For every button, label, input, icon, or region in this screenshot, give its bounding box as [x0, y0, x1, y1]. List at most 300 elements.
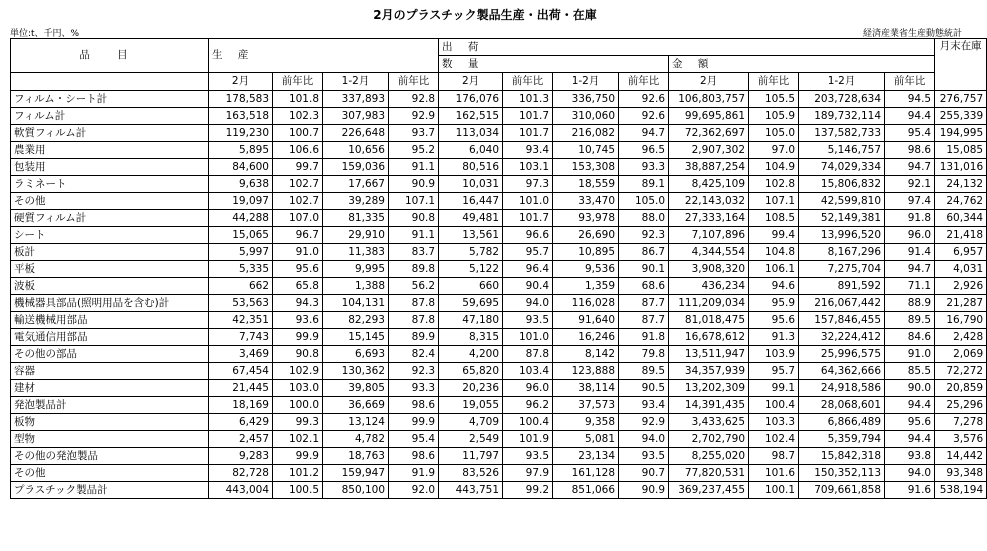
cell-sa-ytd: 15,842,318: [799, 448, 885, 465]
cell-sa-ytd-yoy: 85.5: [885, 363, 935, 380]
cell-sq-feb: 49,481: [439, 210, 503, 227]
cell-p-ytd-yoy: 89.8: [389, 261, 439, 278]
cell-sq-feb-yoy: 95.7: [503, 244, 553, 261]
cell-p-ytd: 39,805: [323, 380, 389, 397]
cell-inv: 255,339: [935, 108, 987, 125]
cell-sq-feb: 11,797: [439, 448, 503, 465]
cell-sa-feb: 81,018,475: [669, 312, 749, 329]
cell-name: ラミネート: [11, 176, 209, 193]
cell-sq-ytd-yoy: 89.1: [619, 176, 669, 193]
table-body: [11, 91, 987, 499]
cell-name: 軟質フィルム計: [11, 125, 209, 142]
cell-sa-ytd-yoy: 71.1: [885, 278, 935, 295]
table-row: [11, 465, 987, 482]
table-row: [11, 142, 987, 159]
cell-sa-ytd-yoy: 84.6: [885, 329, 935, 346]
cell-sa-ytd: 5,359,794: [799, 431, 885, 448]
header-p-feb-yoy: 前年比: [273, 73, 323, 91]
cell-sq-feb: 80,516: [439, 159, 503, 176]
cell-sa-feb-yoy: 103.3: [749, 414, 799, 431]
cell-sq-feb-yoy: 101.7: [503, 210, 553, 227]
cell-inv: 7,278: [935, 414, 987, 431]
cell-p-ytd-yoy: 98.6: [389, 448, 439, 465]
cell-sq-feb-yoy: 97.3: [503, 176, 553, 193]
table-row: [11, 244, 987, 261]
cell-p-ytd: 159,036: [323, 159, 389, 176]
cell-sa-ytd: 24,918,586: [799, 380, 885, 397]
cell-sq-ytd: 116,028: [553, 295, 619, 312]
cell-sq-feb: 4,200: [439, 346, 503, 363]
header-sq-ytd-yoy: 前年比: [619, 73, 669, 91]
cell-sq-feb: 113,034: [439, 125, 503, 142]
cell-name: 農業用: [11, 142, 209, 159]
cell-sq-feb: 5,782: [439, 244, 503, 261]
table-row: [11, 380, 987, 397]
cell-p-feb: 443,004: [209, 482, 273, 499]
cell-name: 型物: [11, 431, 209, 448]
cell-p-ytd-yoy: 87.8: [389, 295, 439, 312]
cell-sa-feb-yoy: 100.4: [749, 397, 799, 414]
cell-p-ytd-yoy: 95.2: [389, 142, 439, 159]
table-row: [11, 431, 987, 448]
cell-inv: 24,132: [935, 176, 987, 193]
table-row: [11, 448, 987, 465]
cell-sq-ytd-yoy: 94.7: [619, 125, 669, 142]
cell-sq-feb-yoy: 101.7: [503, 108, 553, 125]
cell-p-feb: 15,065: [209, 227, 273, 244]
cell-p-feb-yoy: 94.3: [273, 295, 323, 312]
cell-p-feb: 44,288: [209, 210, 273, 227]
cell-sq-feb: 660: [439, 278, 503, 295]
cell-inv: 6,957: [935, 244, 987, 261]
cell-sq-ytd: 26,690: [553, 227, 619, 244]
header-item: 品 目: [11, 39, 209, 73]
cell-p-ytd-yoy: 89.9: [389, 329, 439, 346]
header-sa-feb-yoy: 前年比: [749, 73, 799, 91]
cell-p-ytd: 104,131: [323, 295, 389, 312]
document-title: 2月のプラスチック製品生産・出荷・在庫: [373, 8, 597, 22]
cell-sa-ytd-yoy: 97.4: [885, 193, 935, 210]
cell-inv: 3,576: [935, 431, 987, 448]
cell-p-feb-yoy: 106.6: [273, 142, 323, 159]
cell-p-ytd: 15,145: [323, 329, 389, 346]
cell-sq-feb: 59,695: [439, 295, 503, 312]
cell-inv: 538,194: [935, 482, 987, 499]
cell-p-ytd: 226,648: [323, 125, 389, 142]
cell-name: 板計: [11, 244, 209, 261]
cell-sa-ytd-yoy: 90.0: [885, 380, 935, 397]
cell-sq-ytd: 123,888: [553, 363, 619, 380]
cell-inv: 2,428: [935, 329, 987, 346]
header-sa-ytd-yoy: 前年比: [885, 73, 935, 91]
cell-sa-feb: 72,362,697: [669, 125, 749, 142]
cell-inv: 21,287: [935, 295, 987, 312]
cell-sa-feb-yoy: 106.1: [749, 261, 799, 278]
cell-sa-ytd-yoy: 95.6: [885, 414, 935, 431]
cell-sq-ytd: 93,978: [553, 210, 619, 227]
cell-p-feb: 9,283: [209, 448, 273, 465]
cell-sa-feb: 34,357,939: [669, 363, 749, 380]
cell-sq-ytd-yoy: 92.6: [619, 91, 669, 108]
cell-p-ytd-yoy: 92.0: [389, 482, 439, 499]
cell-name: 包装用: [11, 159, 209, 176]
cell-sq-ytd-yoy: 86.7: [619, 244, 669, 261]
cell-sq-feb: 176,076: [439, 91, 503, 108]
cell-sa-feb: 99,695,861: [669, 108, 749, 125]
cell-p-feb: 67,454: [209, 363, 273, 380]
cell-p-ytd: 850,100: [323, 482, 389, 499]
cell-sa-feb: 38,887,254: [669, 159, 749, 176]
table-row: [11, 193, 987, 210]
header-sq-ytd: 1-2月: [553, 73, 619, 91]
cell-p-ytd-yoy: 56.2: [389, 278, 439, 295]
cell-sa-ytd: 216,067,442: [799, 295, 885, 312]
cell-sq-ytd: 10,895: [553, 244, 619, 261]
cell-sq-ytd: 5,081: [553, 431, 619, 448]
cell-sa-feb: 3,908,320: [669, 261, 749, 278]
header-amount: 金 額: [669, 56, 935, 73]
cell-sa-feb-yoy: 91.3: [749, 329, 799, 346]
cell-sa-ytd-yoy: 94.4: [885, 431, 935, 448]
cell-p-ytd: 13,124: [323, 414, 389, 431]
cell-p-feb: 82,728: [209, 465, 273, 482]
cell-sa-ytd: 25,996,575: [799, 346, 885, 363]
cell-p-feb-yoy: 102.3: [273, 108, 323, 125]
cell-sa-ytd-yoy: 94.4: [885, 108, 935, 125]
cell-sa-feb-yoy: 95.6: [749, 312, 799, 329]
cell-p-ytd-yoy: 91.1: [389, 159, 439, 176]
header-sa-ytd: 1-2月: [799, 73, 885, 91]
cell-p-ytd: 39,289: [323, 193, 389, 210]
cell-sa-ytd: 8,167,296: [799, 244, 885, 261]
cell-sq-ytd-yoy: 68.6: [619, 278, 669, 295]
cell-p-ytd-yoy: 99.9: [389, 414, 439, 431]
cell-p-feb: 21,445: [209, 380, 273, 397]
cell-p-ytd-yoy: 90.9: [389, 176, 439, 193]
cell-sa-feb-yoy: 94.6: [749, 278, 799, 295]
table-row: [11, 108, 987, 125]
cell-sq-ytd-yoy: 88.0: [619, 210, 669, 227]
cell-sq-feb: 20,236: [439, 380, 503, 397]
cell-sa-feb: 106,803,757: [669, 91, 749, 108]
cell-sa-ytd-yoy: 91.6: [885, 482, 935, 499]
cell-p-feb: 84,600: [209, 159, 273, 176]
cell-sq-feb: 65,820: [439, 363, 503, 380]
cell-p-ytd-yoy: 90.8: [389, 210, 439, 227]
cell-p-ytd-yoy: 91.9: [389, 465, 439, 482]
table-row: [11, 159, 987, 176]
header-shipment: 出 荷: [439, 39, 935, 56]
cell-inv: 21,418: [935, 227, 987, 244]
cell-p-ytd-yoy: 98.6: [389, 397, 439, 414]
cell-p-ytd: 4,782: [323, 431, 389, 448]
cell-sa-ytd-yoy: 92.1: [885, 176, 935, 193]
cell-sa-feb: 13,202,309: [669, 380, 749, 397]
cell-sa-feb-yoy: 103.9: [749, 346, 799, 363]
cell-sa-ytd: 32,224,412: [799, 329, 885, 346]
cell-p-ytd: 337,893: [323, 91, 389, 108]
table-row: [11, 312, 987, 329]
cell-sq-feb-yoy: 99.2: [503, 482, 553, 499]
table-row: [11, 227, 987, 244]
cell-sa-feb-yoy: 98.7: [749, 448, 799, 465]
cell-sq-feb-yoy: 87.8: [503, 346, 553, 363]
cell-sa-feb: 22,143,032: [669, 193, 749, 210]
cell-sa-ytd-yoy: 96.0: [885, 227, 935, 244]
cell-sq-ytd: 1,359: [553, 278, 619, 295]
table-row: [11, 125, 987, 142]
cell-sq-feb: 162,515: [439, 108, 503, 125]
cell-sa-feb: 16,678,612: [669, 329, 749, 346]
cell-inv: 194,995: [935, 125, 987, 142]
cell-sq-feb-yoy: 93.5: [503, 448, 553, 465]
cell-sq-ytd-yoy: 79.8: [619, 346, 669, 363]
cell-sq-ytd: 310,060: [553, 108, 619, 125]
cell-p-feb: 53,563: [209, 295, 273, 312]
cell-sq-feb: 2,549: [439, 431, 503, 448]
cell-inv: 24,762: [935, 193, 987, 210]
cell-sq-ytd: 9,358: [553, 414, 619, 431]
cell-name: 硬質フィルム計: [11, 210, 209, 227]
cell-p-ytd-yoy: 87.8: [389, 312, 439, 329]
cell-sq-feb: 5,122: [439, 261, 503, 278]
cell-sq-feb: 19,055: [439, 397, 503, 414]
cell-sq-ytd: 9,536: [553, 261, 619, 278]
cell-sq-ytd-yoy: 93.4: [619, 397, 669, 414]
cell-sq-feb-yoy: 101.7: [503, 125, 553, 142]
cell-inv: 2,926: [935, 278, 987, 295]
cell-sq-ytd-yoy: 87.7: [619, 295, 669, 312]
cell-sq-feb-yoy: 96.6: [503, 227, 553, 244]
cell-sa-ytd-yoy: 89.5: [885, 312, 935, 329]
cell-p-feb-yoy: 90.8: [273, 346, 323, 363]
cell-name: 発泡製品計: [11, 397, 209, 414]
cell-p-feb-yoy: 100.7: [273, 125, 323, 142]
cell-sq-ytd-yoy: 93.5: [619, 448, 669, 465]
cell-sq-ytd: 18,559: [553, 176, 619, 193]
cell-p-feb-yoy: 99.9: [273, 329, 323, 346]
table-row: [11, 414, 987, 431]
cell-sa-feb-yoy: 95.9: [749, 295, 799, 312]
cell-sa-feb-yoy: 105.5: [749, 91, 799, 108]
cell-sq-ytd: 91,640: [553, 312, 619, 329]
cell-sq-feb-yoy: 103.1: [503, 159, 553, 176]
cell-sq-ytd: 216,082: [553, 125, 619, 142]
cell-sa-ytd: 42,599,810: [799, 193, 885, 210]
cell-sa-feb: 436,234: [669, 278, 749, 295]
cell-p-feb: 6,429: [209, 414, 273, 431]
cell-sq-feb: 10,031: [439, 176, 503, 193]
cell-sq-ytd: 8,142: [553, 346, 619, 363]
cell-p-feb: 18,169: [209, 397, 273, 414]
cell-sa-feb-yoy: 104.9: [749, 159, 799, 176]
cell-sa-feb-yoy: 101.6: [749, 465, 799, 482]
cell-name: 建材: [11, 380, 209, 397]
cell-name: その他の部品: [11, 346, 209, 363]
cell-name: フィルム計: [11, 108, 209, 125]
cell-p-feb-yoy: 107.0: [273, 210, 323, 227]
cell-p-feb-yoy: 102.1: [273, 431, 323, 448]
cell-sa-feb-yoy: 108.5: [749, 210, 799, 227]
cell-sq-ytd-yoy: 92.3: [619, 227, 669, 244]
cell-p-ytd-yoy: 92.3: [389, 363, 439, 380]
cell-p-feb: 5,895: [209, 142, 273, 159]
cell-sq-ytd: 161,128: [553, 465, 619, 482]
cell-sq-ytd-yoy: 96.5: [619, 142, 669, 159]
cell-sq-feb: 16,447: [439, 193, 503, 210]
table-row: [11, 329, 987, 346]
cell-inv: 15,085: [935, 142, 987, 159]
cell-p-ytd: 307,983: [323, 108, 389, 125]
cell-sq-ytd-yoy: 87.7: [619, 312, 669, 329]
cell-sa-feb-yoy: 102.8: [749, 176, 799, 193]
cell-sq-feb: 6,040: [439, 142, 503, 159]
table-row: [11, 261, 987, 278]
cell-sa-ytd: 150,352,113: [799, 465, 885, 482]
cell-sq-ytd-yoy: 90.5: [619, 380, 669, 397]
cell-inv: 4,031: [935, 261, 987, 278]
cell-p-feb-yoy: 102.9: [273, 363, 323, 380]
header-item-blank: [11, 73, 209, 91]
cell-inv: 14,442: [935, 448, 987, 465]
cell-sa-ytd: 13,996,520: [799, 227, 885, 244]
header-p-feb: 2月: [209, 73, 273, 91]
cell-name: 機械器具部品(照明用品を含む)計: [11, 295, 209, 312]
header-production: 生 産: [209, 39, 439, 73]
cell-sa-feb: 3,433,625: [669, 414, 749, 431]
cell-sa-feb-yoy: 102.4: [749, 431, 799, 448]
cell-sa-ytd-yoy: 91.0: [885, 346, 935, 363]
header-inventory: 月末在庫: [935, 39, 987, 91]
cell-sa-ytd: 189,732,114: [799, 108, 885, 125]
cell-sa-feb: 27,333,164: [669, 210, 749, 227]
cell-p-feb-yoy: 95.6: [273, 261, 323, 278]
cell-sq-ytd-yoy: 91.8: [619, 329, 669, 346]
cell-p-feb-yoy: 101.2: [273, 465, 323, 482]
cell-sq-feb: 443,751: [439, 482, 503, 499]
cell-p-ytd: 11,383: [323, 244, 389, 261]
cell-p-ytd-yoy: 83.7: [389, 244, 439, 261]
cell-p-ytd: 9,995: [323, 261, 389, 278]
cell-name: 容器: [11, 363, 209, 380]
cell-sq-ytd-yoy: 93.3: [619, 159, 669, 176]
cell-sa-feb: 14,391,435: [669, 397, 749, 414]
cell-sq-ytd: 37,573: [553, 397, 619, 414]
header-row-3: [11, 73, 987, 91]
table-row: [11, 278, 987, 295]
cell-p-feb: 163,518: [209, 108, 273, 125]
table-row: [11, 91, 987, 108]
cell-sa-ytd-yoy: 94.7: [885, 159, 935, 176]
cell-p-ytd: 81,335: [323, 210, 389, 227]
cell-p-feb-yoy: 100.0: [273, 397, 323, 414]
cell-sa-ytd: 891,592: [799, 278, 885, 295]
cell-sa-feb-yoy: 105.0: [749, 125, 799, 142]
cell-sa-feb-yoy: 99.1: [749, 380, 799, 397]
cell-p-feb-yoy: 96.7: [273, 227, 323, 244]
cell-sa-feb-yoy: 100.1: [749, 482, 799, 499]
table-row: [11, 397, 987, 414]
cell-sq-ytd: 16,246: [553, 329, 619, 346]
cell-sa-ytd: 6,866,489: [799, 414, 885, 431]
cell-name: シート: [11, 227, 209, 244]
cell-p-feb-yoy: 102.7: [273, 193, 323, 210]
cell-p-ytd: 6,693: [323, 346, 389, 363]
cell-sq-ytd-yoy: 89.5: [619, 363, 669, 380]
cell-name: その他: [11, 193, 209, 210]
cell-sq-ytd-yoy: 90.7: [619, 465, 669, 482]
cell-p-feb: 5,997: [209, 244, 273, 261]
cell-sa-feb: 2,702,790: [669, 431, 749, 448]
cell-sa-ytd-yoy: 94.5: [885, 91, 935, 108]
cell-sa-feb-yoy: 95.7: [749, 363, 799, 380]
cell-p-feb-yoy: 91.0: [273, 244, 323, 261]
cell-p-feb: 42,351: [209, 312, 273, 329]
cell-p-feb-yoy: 99.7: [273, 159, 323, 176]
cell-sq-feb-yoy: 94.0: [503, 295, 553, 312]
cell-sq-feb-yoy: 101.0: [503, 193, 553, 210]
cell-sa-ytd: 52,149,381: [799, 210, 885, 227]
cell-p-feb: 662: [209, 278, 273, 295]
cell-p-ytd-yoy: 107.1: [389, 193, 439, 210]
cell-name: 輸送機械用部品: [11, 312, 209, 329]
header-p-ytd: 1-2月: [323, 73, 389, 91]
cell-p-ytd: 17,667: [323, 176, 389, 193]
cell-sq-feb-yoy: 96.4: [503, 261, 553, 278]
cell-p-ytd: 36,669: [323, 397, 389, 414]
table-row: [11, 210, 987, 227]
cell-sa-feb: 369,237,455: [669, 482, 749, 499]
cell-name: フィルム・シート計: [11, 91, 209, 108]
unit-note: 単位:t、千円、%: [10, 29, 80, 39]
cell-name: 電気通信用部品: [11, 329, 209, 346]
cell-sq-feb-yoy: 93.5: [503, 312, 553, 329]
cell-sa-feb-yoy: 97.0: [749, 142, 799, 159]
table-row: [11, 482, 987, 499]
cell-p-ytd-yoy: 92.8: [389, 91, 439, 108]
cell-sa-ytd: 15,806,832: [799, 176, 885, 193]
cell-sa-ytd-yoy: 94.0: [885, 465, 935, 482]
cell-sa-ytd: 64,362,666: [799, 363, 885, 380]
cell-inv: 93,348: [935, 465, 987, 482]
header-quantity: 数 量: [439, 56, 669, 73]
cell-sq-ytd: 851,066: [553, 482, 619, 499]
cell-sq-ytd: 23,134: [553, 448, 619, 465]
table-row: [11, 295, 987, 312]
header-sa-feb: 2月: [669, 73, 749, 91]
cell-sa-feb: 8,425,109: [669, 176, 749, 193]
cell-name: 波板: [11, 278, 209, 295]
cell-sa-ytd-yoy: 98.6: [885, 142, 935, 159]
cell-inv: 60,344: [935, 210, 987, 227]
cell-sq-ytd-yoy: 94.0: [619, 431, 669, 448]
cell-p-feb: 7,743: [209, 329, 273, 346]
cell-p-feb-yoy: 103.0: [273, 380, 323, 397]
cell-sa-ytd-yoy: 93.8: [885, 448, 935, 465]
cell-sq-ytd: 10,745: [553, 142, 619, 159]
cell-p-feb: 5,335: [209, 261, 273, 278]
cell-sa-feb: 111,209,034: [669, 295, 749, 312]
cell-sa-feb-yoy: 99.4: [749, 227, 799, 244]
cell-sq-feb-yoy: 100.4: [503, 414, 553, 431]
cell-p-ytd-yoy: 82.4: [389, 346, 439, 363]
cell-p-feb: 19,097: [209, 193, 273, 210]
header-row-1: [11, 39, 987, 56]
cell-sq-ytd: 33,470: [553, 193, 619, 210]
cell-p-ytd: 82,293: [323, 312, 389, 329]
cell-p-ytd: 1,388: [323, 278, 389, 295]
cell-sq-feb-yoy: 101.0: [503, 329, 553, 346]
